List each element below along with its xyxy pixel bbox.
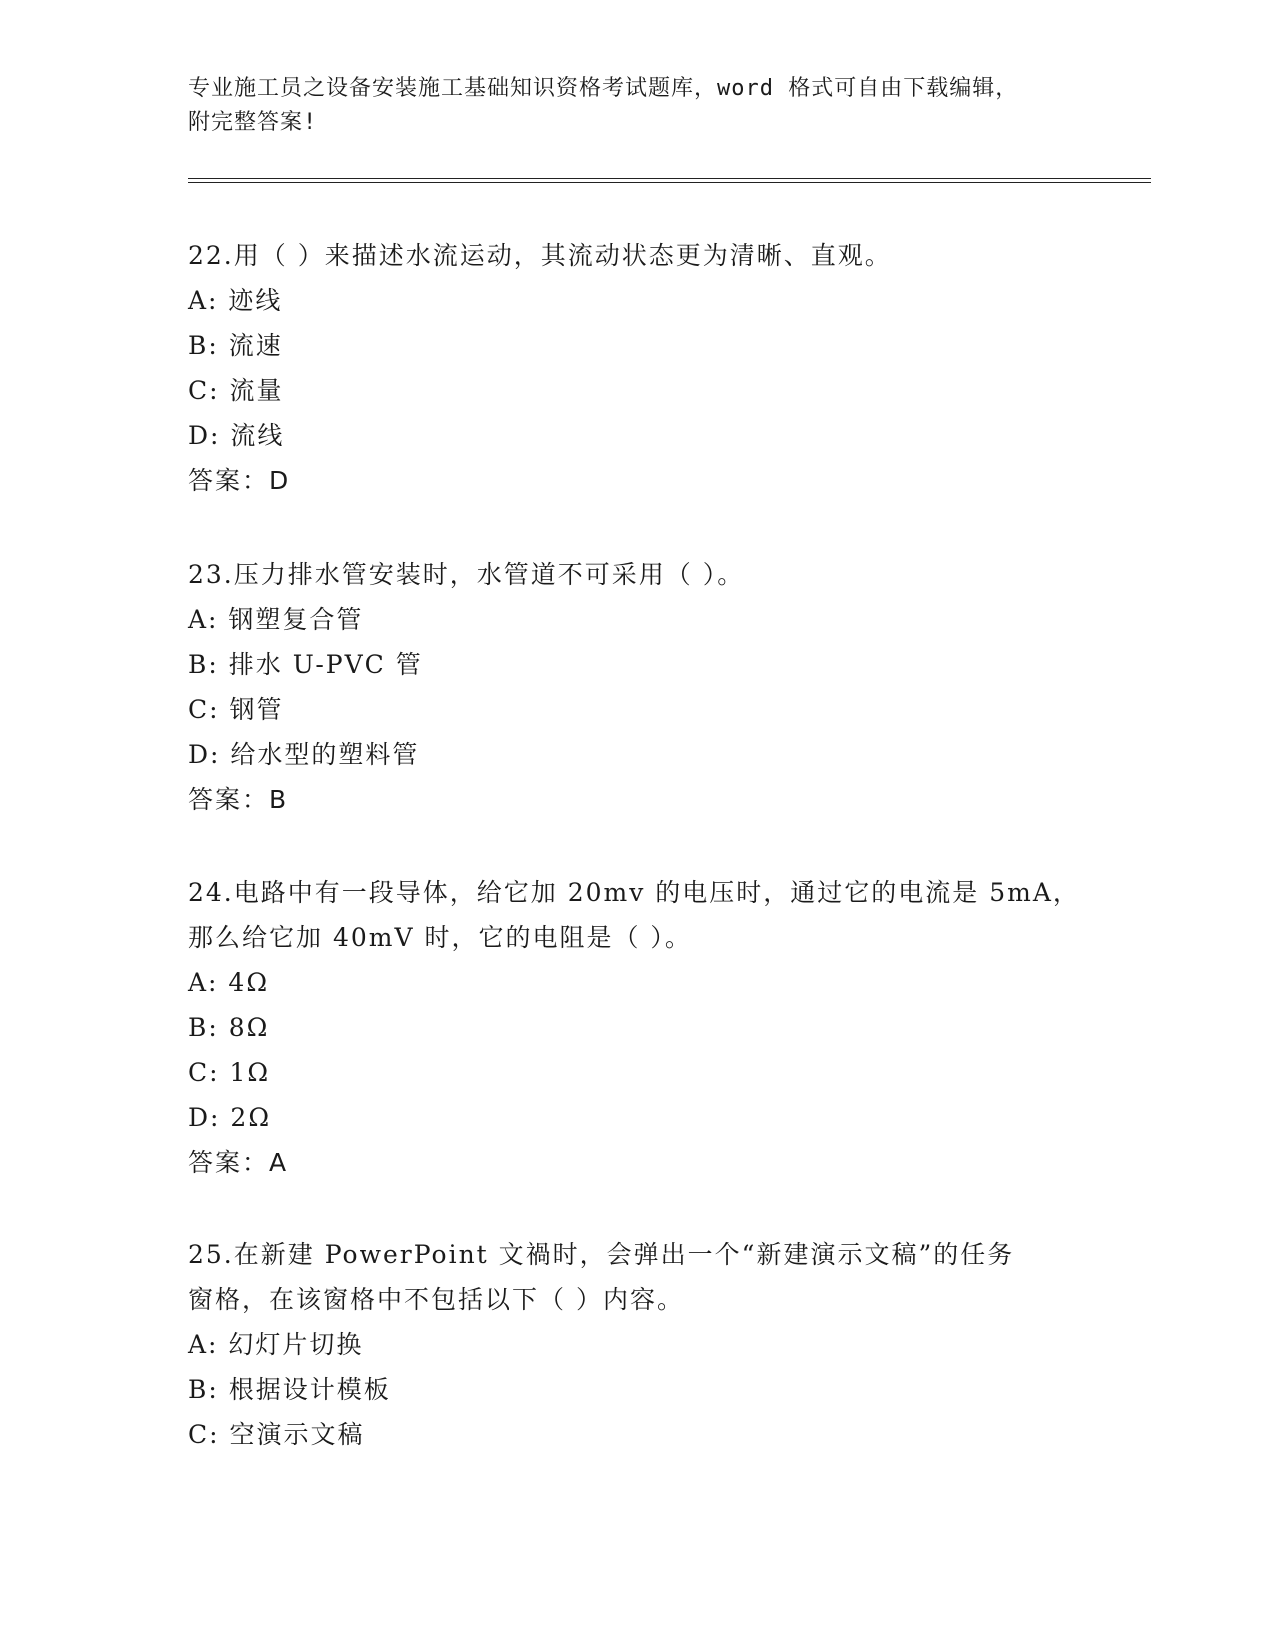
question-stem: 25.在新建 PowerPoint 文禍时，会弹出一个“新建演示文稿”的任务 窗格，在该窗格中不包括以下（ ）内容。 xyxy=(188,1240,1015,1314)
question-22 xyxy=(188,233,1088,503)
option-b: B: 根据设计模板 xyxy=(188,1375,391,1404)
option-b: B: 排水 U-PVC 管 xyxy=(188,650,423,679)
option-a: A: 钢塑复合管 xyxy=(188,605,364,634)
option-c: C: 钢管 xyxy=(188,695,284,724)
option-a: A: 4Ω xyxy=(188,968,270,997)
answer: 答案：D xyxy=(188,466,291,495)
header-divider-top xyxy=(188,178,1151,179)
option-d: D: 给水型的塑料管 xyxy=(188,740,420,769)
option-a: A: 迹线 xyxy=(188,286,283,315)
question-stem: 23.压力排水管安装时，水管道不可采用（ ）。 xyxy=(188,560,745,589)
header-divider-bottom xyxy=(188,182,1151,183)
answer: 答案：A xyxy=(188,1148,289,1177)
option-b: B: 8Ω xyxy=(188,1013,270,1042)
option-b: B: 流速 xyxy=(188,331,283,360)
question-25 xyxy=(188,1232,1088,1457)
question-24 xyxy=(188,870,1088,1185)
option-a: A: 幻灯片切换 xyxy=(188,1330,364,1359)
option-c: C: 1Ω xyxy=(188,1058,271,1087)
option-d: D: 2Ω xyxy=(188,1103,272,1132)
question-stem: 24.电路中有一段导体，给它加 20mv 的电压时，通过它的电流是 5mA， 那么给它加 40mV 时，它的电阻是（ ）。 xyxy=(188,878,1080,952)
answer: 答案：B xyxy=(188,785,289,814)
document-header: 专业施工员之设备安装施工基础知识资格考试题库，word 格式可自由下载编辑， 附完整答案! xyxy=(188,76,1019,135)
option-c: C: 流量 xyxy=(188,376,284,405)
option-c: C: 空演示文稿 xyxy=(188,1420,365,1449)
question-23 xyxy=(188,552,1088,822)
option-d: D: 流线 xyxy=(188,421,285,450)
question-stem: 22.用（ ）来描述水流运动，其流动状态更为清晰、直观。 xyxy=(188,241,892,270)
